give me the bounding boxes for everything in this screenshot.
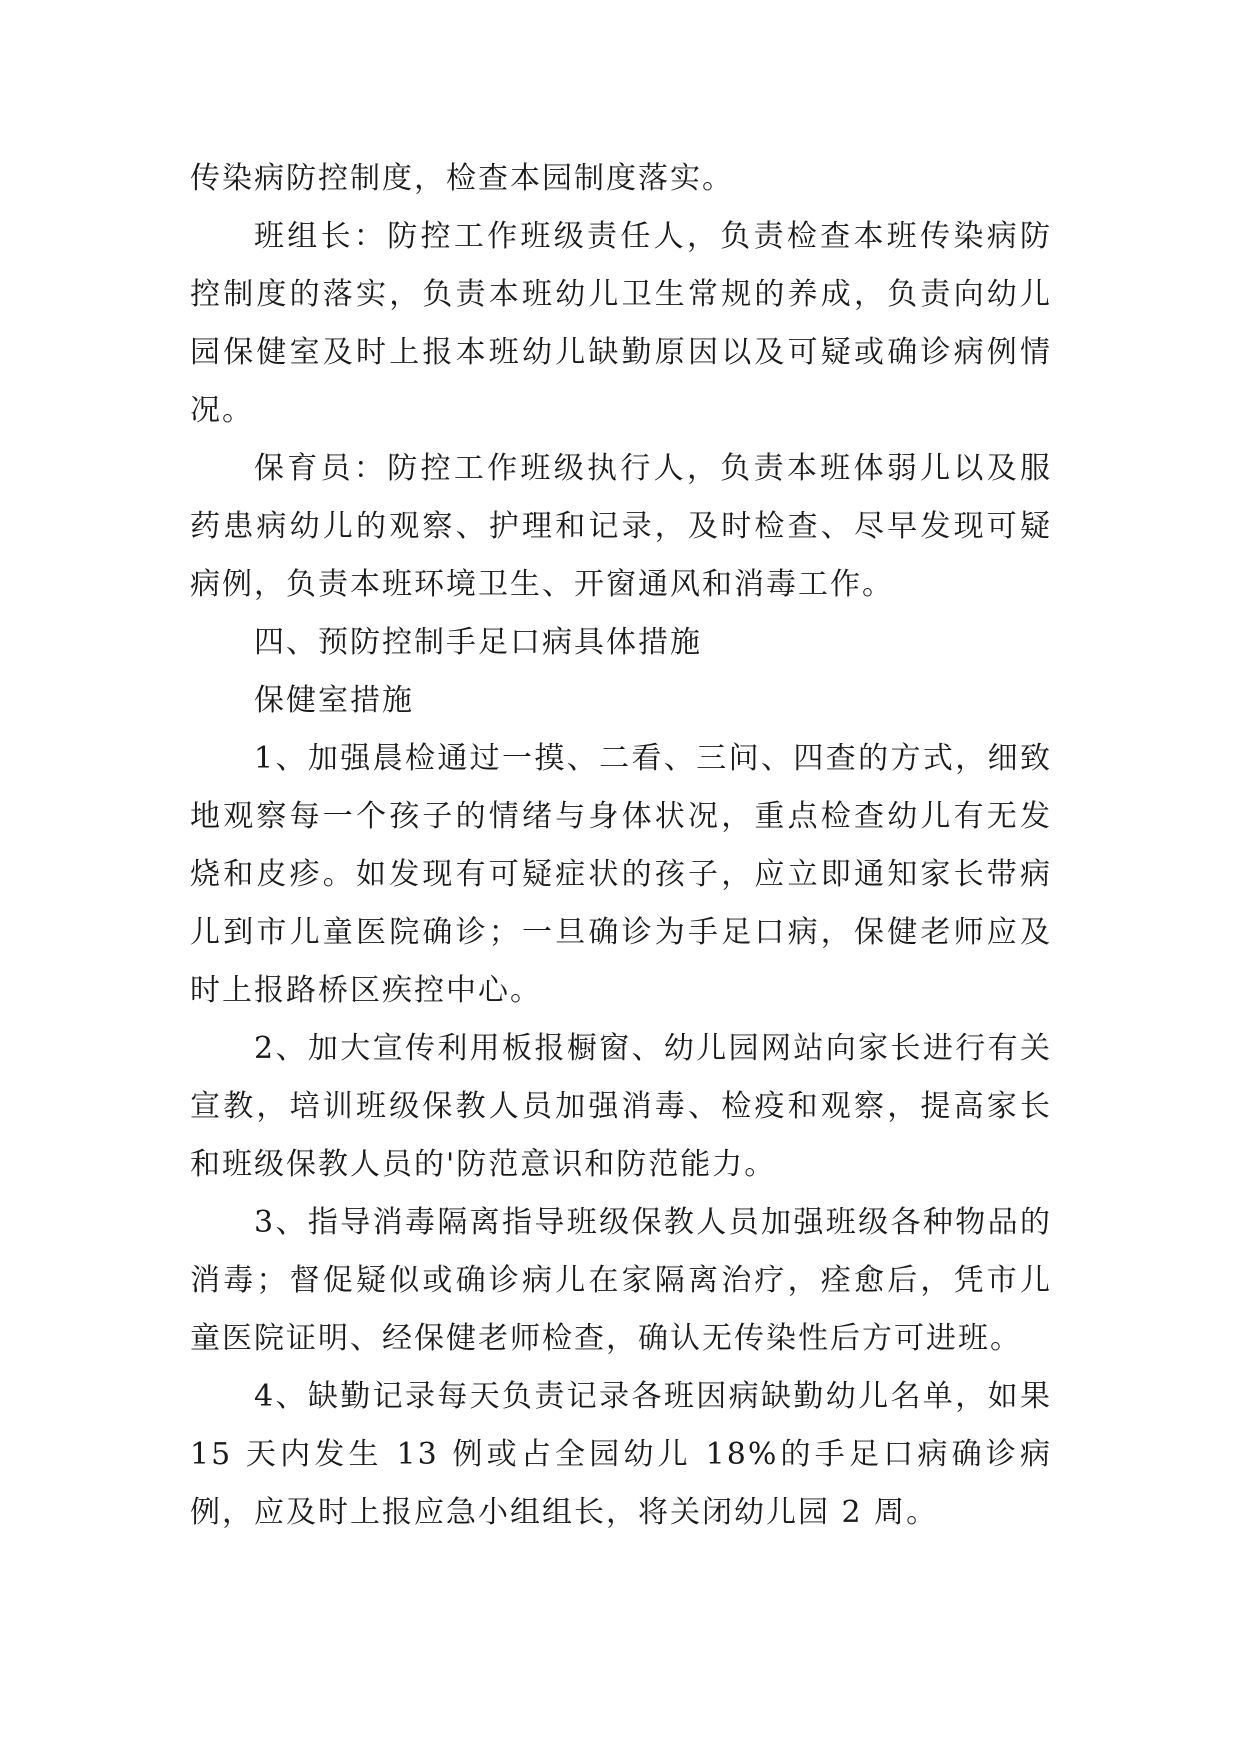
section-heading-measures: 四、预防控制手足口病具体措施	[254, 625, 702, 660]
paragraph-item-4: 4、缺勤记录每天负责记录各班因病缺勤幼儿名单，如果 15 天内发生 13 例或占全园幼儿 18%的手足口病确诊病例，应及时上报应急小组组长，将关闭幼儿园 2 周。	[190, 1379, 1052, 1530]
paragraph-continuation: 传染病防控制度，检查本园制度落实。	[190, 161, 734, 196]
subheading-health-room: 保健室措施	[254, 683, 414, 718]
document-body	[190, 150, 1052, 1542]
paragraph-item-1: 1、加强晨检通过一摸、二看、三问、四查的方式，细致地观察每一个孩子的情绪与身体状况，重点检查幼儿有无发烧和皮疹。如发现有可疑症状的孩子，应立即通知家长带病儿到市儿童医院确诊；一旦确诊为手足口病，保健老师应及时上报路桥区疾控中心。	[190, 741, 1052, 1008]
paragraph-team-leader: 班组长：防控工作班级责任人，负责检查本班传染病防控制度的落实，负责本班幼儿卫生常规的养成，负责向幼儿园保健室及时上报本班幼儿缺勤原因以及可疑或确诊病例情况。	[190, 219, 1052, 428]
paragraph-item-3: 3、指导消毒隔离指导班级保教人员加强班级各种物品的消毒；督促疑似或确诊病儿在家隔离治疗，痊愈后，凭市儿童医院证明、经保健老师检查，确认无传染性后方可进班。	[190, 1205, 1052, 1356]
paragraph-item-2: 2、加大宣传利用板报橱窗、幼儿园网站向家长进行有关宣教，培训班级保教人员加强消毒、检疫和观察，提高家长和班级保教人员的'防范意识和防范能力。	[190, 1031, 1052, 1182]
paragraph-caregiver: 保育员：防控工作班级执行人，负责本班体弱儿以及服药患病幼儿的观察、护理和记录，及时检查、尽早发现可疑病例，负责本班环境卫生、开窗通风和消毒工作。	[190, 451, 1052, 602]
